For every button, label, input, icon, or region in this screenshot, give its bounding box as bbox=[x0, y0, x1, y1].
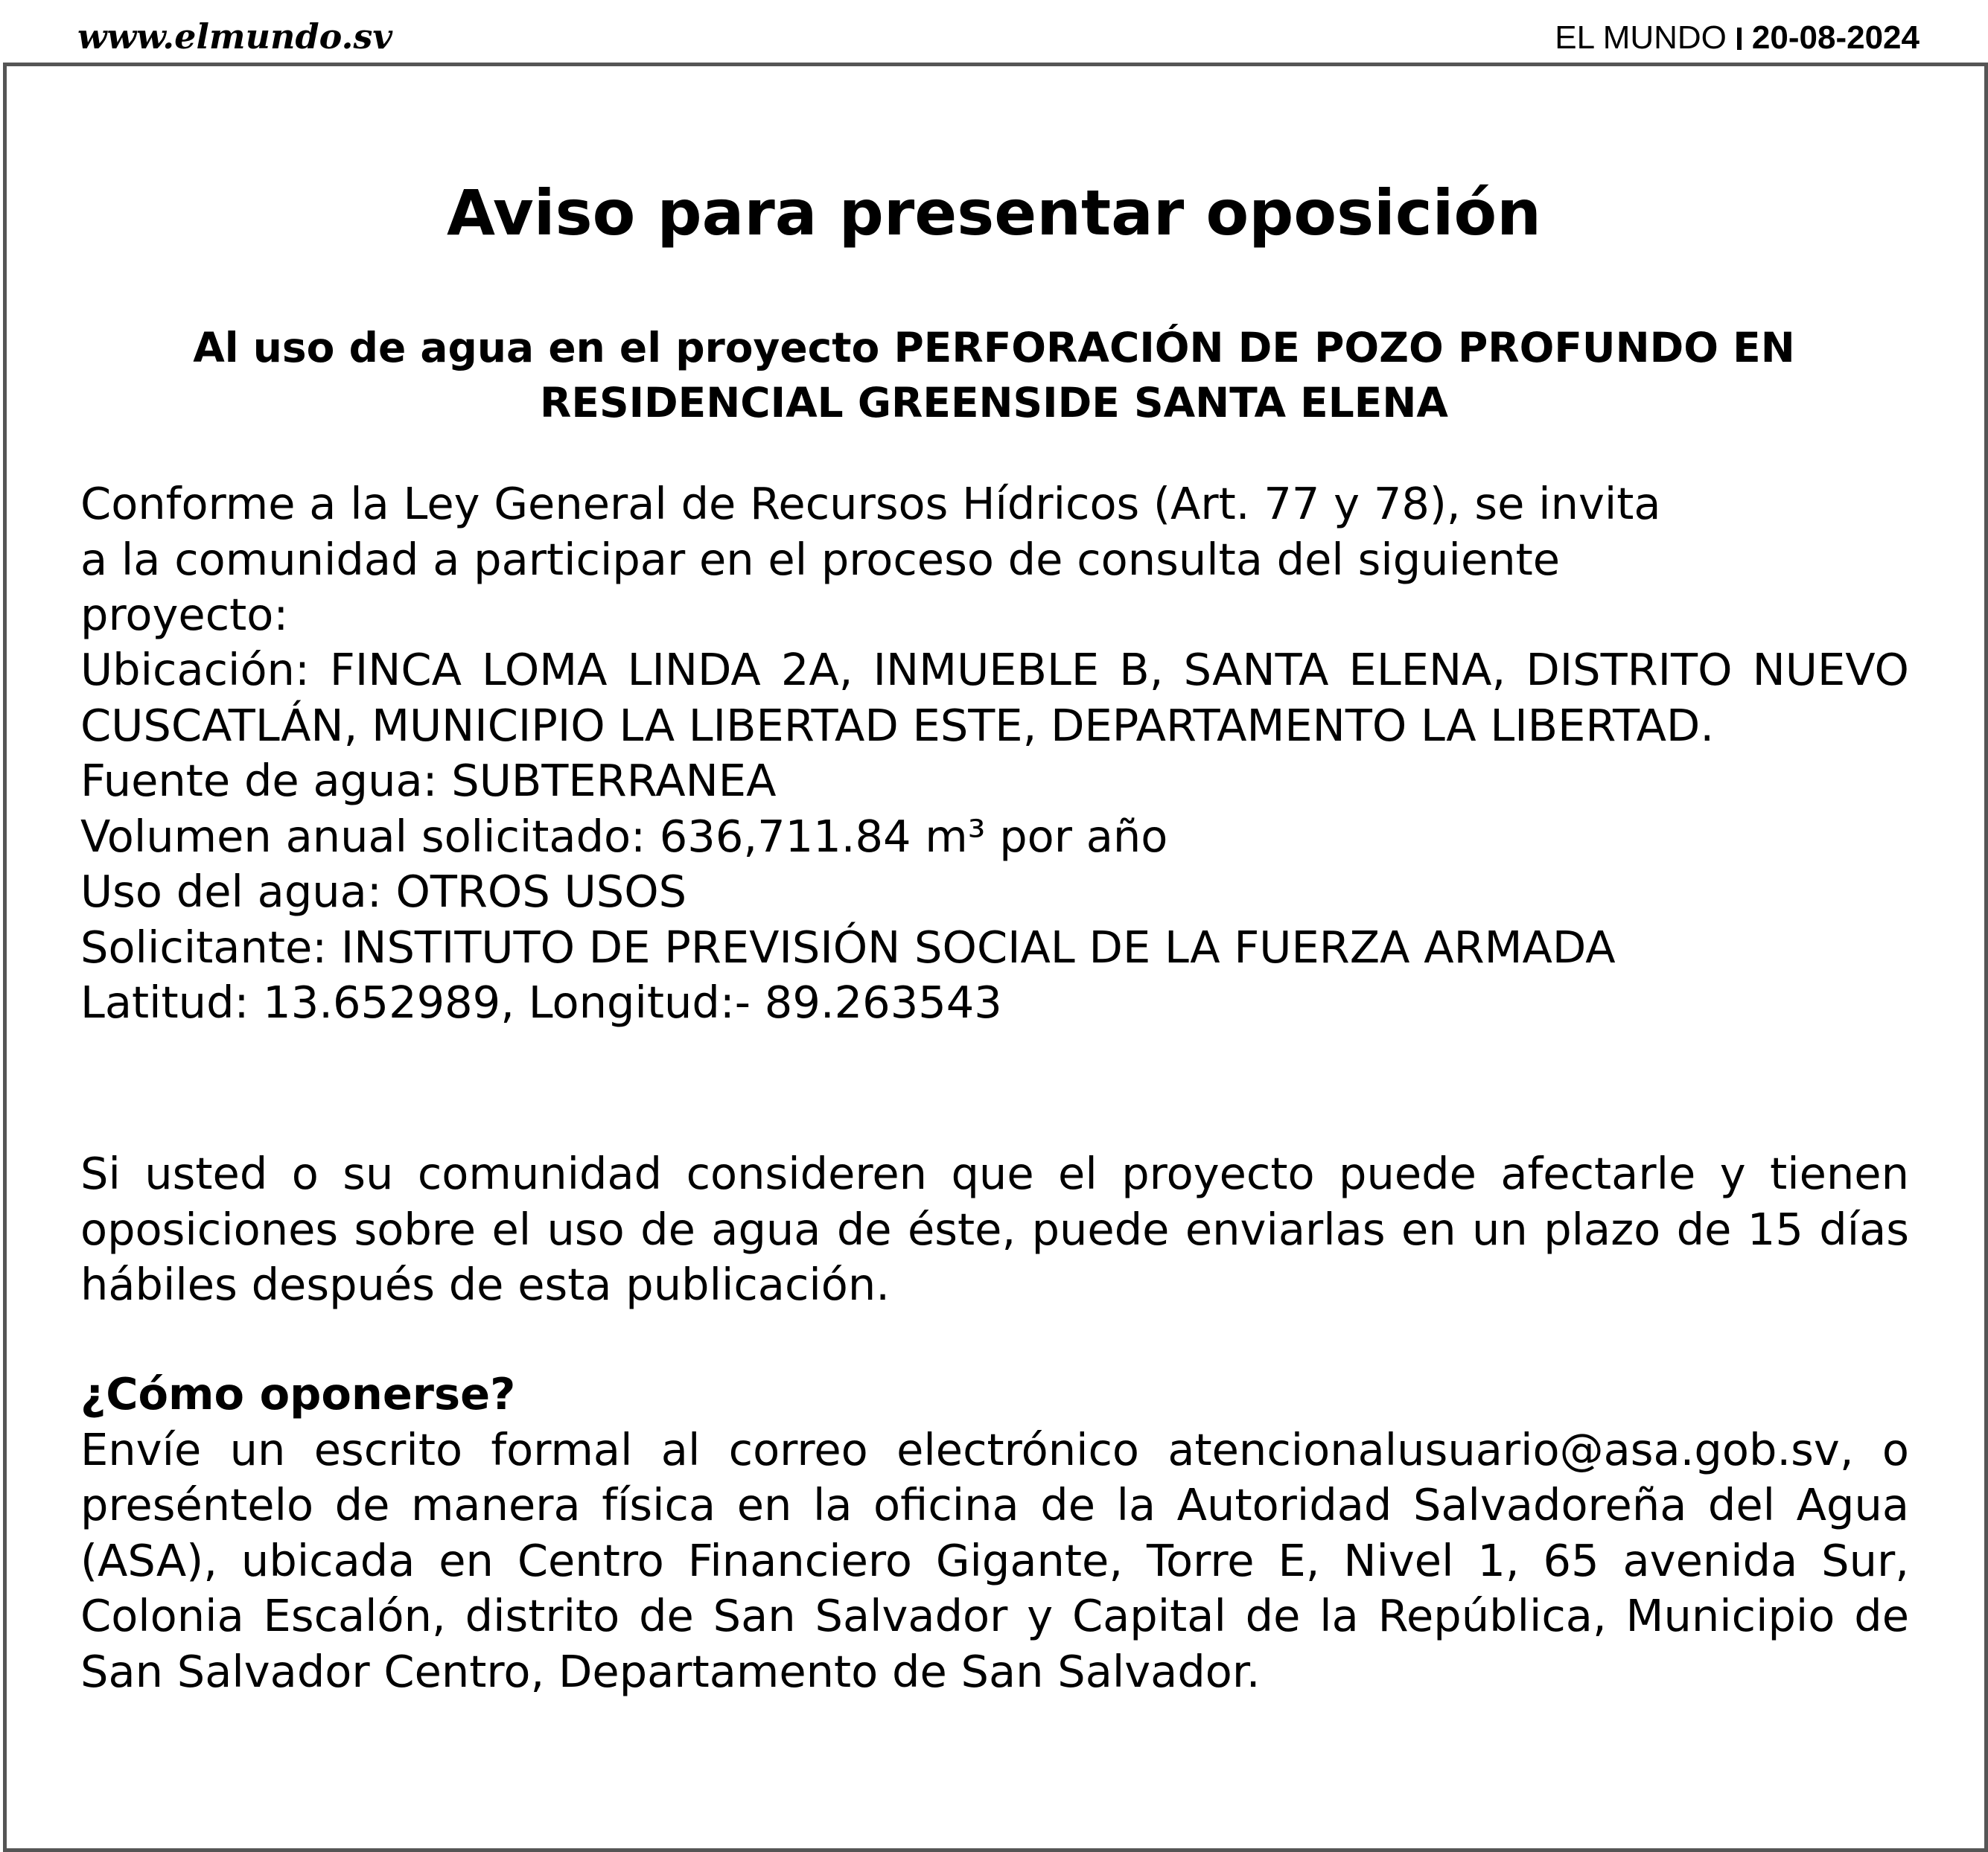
notice-title: Aviso para presentar oposición bbox=[447, 176, 1541, 249]
water-use: Uso del agua: OTROS USOS bbox=[80, 866, 687, 917]
intro-line-2: a la comunidad a participar en el proceso de consulta del siguiente bbox=[80, 533, 1561, 585]
intro-line-1: Conforme a la Ley General de Recursos Hídricos (Art. 77 y 78), se invita bbox=[80, 478, 1661, 529]
intro-line-3: proyecto: bbox=[80, 589, 289, 640]
page-header bbox=[0, 0, 1988, 63]
subtitle-line-1: Al uso de agua en el proyecto PERFORACIÓN DE POZO PROFUNDO EN bbox=[193, 324, 1795, 371]
annual-volume: Volumen anual solicitado: 636,711.84 m³ por año bbox=[80, 810, 1168, 862]
project-details bbox=[80, 642, 1909, 1031]
intro-paragraph bbox=[80, 476, 1909, 643]
notice-subtitle bbox=[119, 320, 1869, 430]
water-source: Fuente de agua: SUBTERRANEA bbox=[80, 755, 777, 806]
coordinates: Latitud: 13.652989, Longitud:- 89.263543 bbox=[80, 977, 1002, 1028]
subtitle-line-2: RESIDENCIAL GREENSIDE SANTA ELENA bbox=[540, 379, 1448, 427]
separator-bar bbox=[1737, 28, 1742, 50]
how-to-oppose-section bbox=[80, 1367, 1909, 1699]
site-url: www.elmundo.sv bbox=[77, 16, 393, 57]
publication-date: 20-08-2024 bbox=[1751, 19, 1919, 56]
location-text: Ubicación: FINCA LOMA LINDA 2A, INMUEBLE B, SANTA ELENA, DISTRITO NUEVO CUSCATLÁN, MUNICIPIO LA LIBERTAD ESTE, DEPARTAMENTO LA LIBERTAD. bbox=[80, 644, 1909, 751]
publication-info bbox=[1555, 19, 1919, 57]
opposition-warning: Si usted o su comunidad consideren que el proyecto puede afectarle y tienen oposiciones sobre el uso de agua de éste, puede enviarlas en un plazo de 15 días hábiles después de esta publicación. bbox=[80, 1148, 1909, 1310]
paper-name: EL MUNDO bbox=[1555, 19, 1727, 56]
how-to-oppose-body: Envíe un escrito formal al correo electrónico atencionalusuario@asa.gob.sv, o preséntelo de manera física en la oficina de la Autoridad Salvadoreña del Agua (ASA), ubicada en Centro Financiero Gigante, Torre E, Nivel 1, 65 avenida Sur, Colonia Escalón, distrito de San Salvador y Capital de la República, Municipio de San Salvador Centro, Departamento de San Salvador. bbox=[80, 1423, 1909, 1697]
applicant: Solicitante: INSTITUTO DE PREVISIÓN SOCIAL DE LA FUERZA ARMADA bbox=[80, 921, 1616, 973]
how-to-oppose-heading: ¿Cómo oponerse? bbox=[80, 1368, 516, 1420]
